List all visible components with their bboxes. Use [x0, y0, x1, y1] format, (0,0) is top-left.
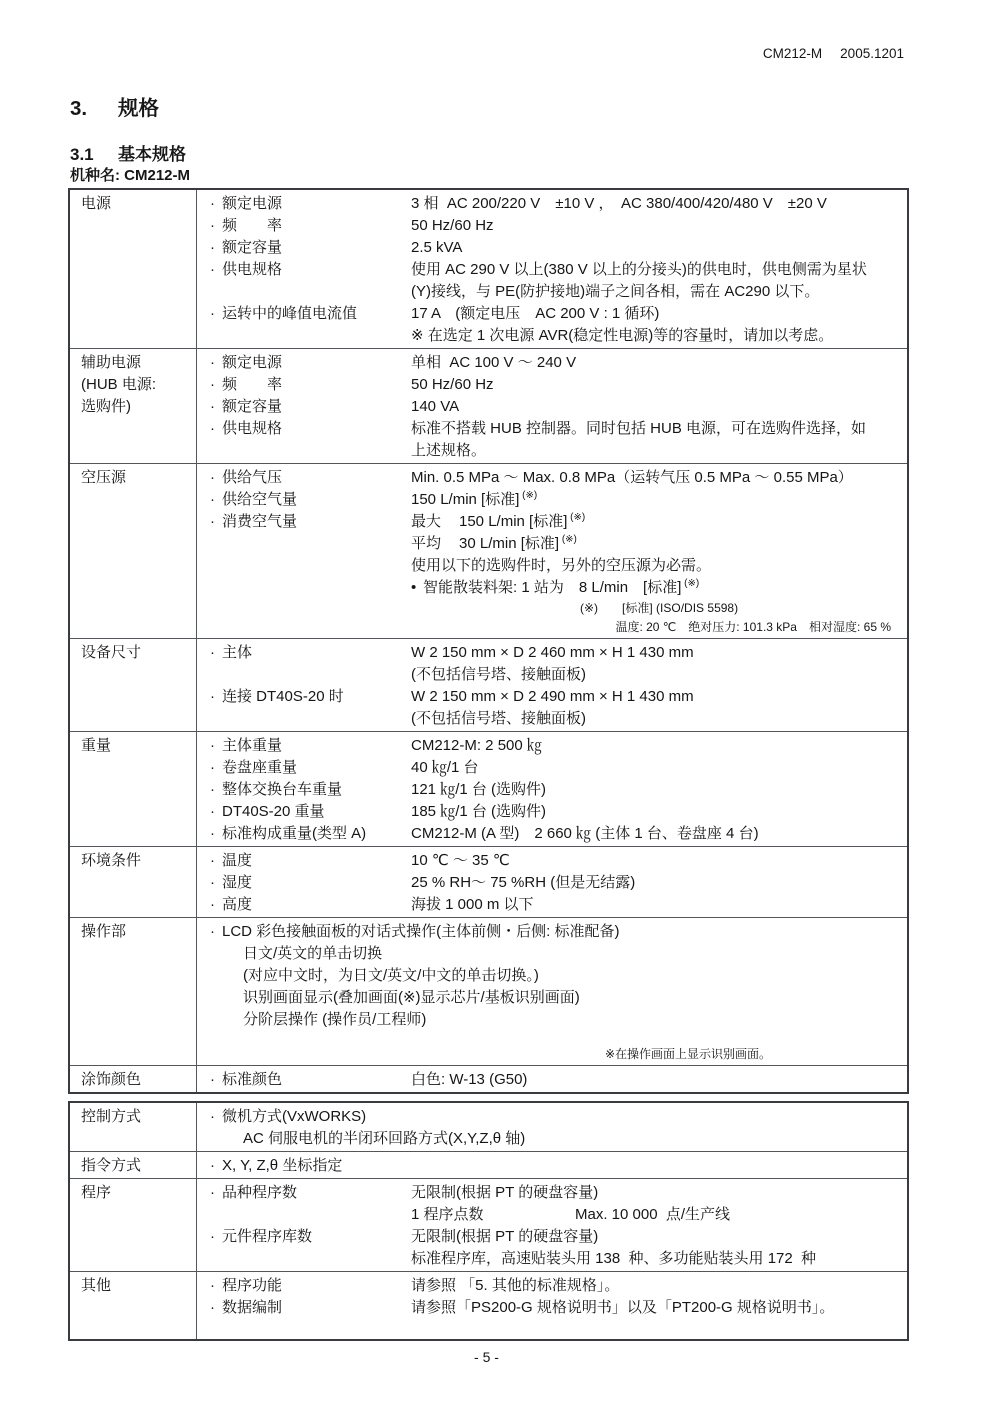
spec-line: [210, 735, 901, 757]
spec-value: 请参照 「5. 其他的标准规格」。: [411, 1277, 620, 1294]
spec-value: (对应中文时，为日文/英文/中文的单击切换。): [243, 967, 539, 984]
spec-row: [70, 1065, 907, 1092]
spec-value: 温度: 20 ℃ 绝对压力: 101.3 kPa 相对湿度: 65 %: [615, 620, 891, 634]
spec-value: 白色: W-13 (G50): [411, 1071, 528, 1088]
bullet-icon: ·: [210, 688, 215, 705]
bullet-icon: ·: [210, 1108, 215, 1125]
spec-row: [70, 1271, 907, 1339]
spec-value: 无限制(根据 PT 的硬盘容量): [411, 1228, 599, 1245]
spec-line: [210, 943, 901, 965]
spec-line: [210, 259, 901, 281]
spec-row: [70, 463, 907, 638]
spec-line: [210, 823, 901, 845]
spec-value: 单相 AC 100 V ～ 240 V: [411, 354, 577, 371]
doc-code: CM212-M: [762, 46, 823, 61]
spec-value: ※ 在选定 1 次电源 AVR(稳定性电源)等的容量时，请加以考虑。: [411, 327, 834, 344]
bullet-icon: ·: [210, 923, 215, 940]
spec-value: 185 ㎏/1 台 (选购件): [411, 803, 547, 820]
spec-attr-label: · DT40S-20 重量: [210, 801, 411, 823]
spec-line: [210, 511, 901, 533]
bullet-icon: ·: [210, 1299, 215, 1316]
spec-row: [70, 638, 907, 731]
spec-value: 10 ℃ ～ 35 ℃: [411, 852, 510, 869]
spec-line: [210, 374, 901, 396]
bullet-icon: ·: [210, 1157, 215, 1174]
spec-row-content: [197, 1151, 907, 1178]
bullet-icon: ·: [210, 305, 215, 322]
spec-line: [210, 440, 901, 462]
bullet-icon: ·: [210, 896, 215, 913]
footnote-marker: (※): [519, 490, 538, 501]
spec-row-content: [197, 846, 907, 917]
spec-row-label: [70, 846, 197, 917]
spec-row: [70, 348, 907, 463]
spec-value: 30 L/min [标准]: [459, 535, 560, 552]
spec-row-label-line: 其他: [81, 1277, 112, 1294]
spec-value: W 2 150 mm × D 2 490 mm × H 1 430 mm: [411, 688, 694, 705]
page-number: - 5 -: [474, 1349, 499, 1365]
spec-value: 150 L/min [标准]: [459, 513, 568, 530]
spec-line: [210, 779, 901, 801]
spec-line: [210, 237, 901, 259]
spec-line: [210, 801, 901, 823]
spec-value-prefix: 最大: [411, 513, 442, 530]
spec-row-label-line: 设备尺寸: [81, 644, 142, 661]
spec-attr-label: · 元件程序库数: [210, 1226, 411, 1248]
spec-attr-label: · 主体重量: [210, 735, 411, 757]
spec-row-label-line: 指令方式: [81, 1157, 142, 1174]
bullet-icon: ·: [210, 420, 215, 437]
spec-attr-label: · 卷盘座重量: [210, 757, 411, 779]
bullet-icon: ·: [210, 376, 215, 393]
spec-line: [210, 1182, 901, 1204]
spec-attr-label: · 额定容量: [210, 396, 411, 418]
bullet-icon: ·: [210, 1277, 215, 1294]
spec-attr-label: · 程序功能: [210, 1275, 411, 1297]
spec-row-content: [197, 1103, 907, 1151]
spec-attr-label: · 标准构成重量(类型 A): [210, 823, 411, 845]
spec-row: [70, 846, 907, 917]
spec-row-label-line: 环境条件: [81, 852, 142, 869]
spec-row-content: [197, 638, 907, 731]
bullet-icon: ·: [210, 239, 215, 256]
spec-line: [210, 396, 901, 418]
footnote-marker: (※): [567, 512, 586, 523]
bullet-icon: ·: [210, 513, 215, 530]
spec-line: [210, 215, 901, 237]
spec-line: [210, 1128, 901, 1150]
section-heading: [70, 91, 159, 121]
spec-attr-label: · 额定电源: [210, 352, 411, 374]
spec-row-label: [70, 348, 197, 463]
spec-attr-label: · 标准颜色: [210, 1069, 411, 1091]
spec-line: [210, 965, 901, 987]
bullet-icon: •: [411, 579, 417, 596]
spec-line: [210, 708, 901, 730]
spec-value: CM212-M: 2 500 ㎏: [411, 737, 542, 754]
bullet-icon: ·: [210, 354, 215, 371]
spec-row: [70, 731, 907, 846]
spec-row: [70, 917, 907, 1065]
spec-line: [210, 1045, 901, 1064]
spec-row-content: [197, 731, 907, 846]
spec-attr-label: · 额定电源: [210, 193, 411, 215]
spec-line: [210, 303, 901, 325]
spec-value: 25 % RH～ 75 %RH (但是无结露): [411, 874, 636, 891]
spec-attr-label: · 消费空气量: [210, 511, 411, 533]
spec-line: [210, 193, 901, 215]
spec-attr-label: · 供电规格: [210, 418, 411, 440]
spec-attr-label: · 连接 DT40S-20 时: [210, 686, 411, 708]
section-number: 3.: [70, 97, 88, 120]
spec-line: [210, 664, 901, 686]
spec-row-label: [70, 731, 197, 846]
section-title: 规格: [118, 97, 159, 120]
spec-line: [210, 599, 901, 618]
spec-value: 上述规格。: [411, 442, 487, 459]
spec-value: (Y)接线，与 PE(防护接地)端子之间各相，需在 AC290 以下。: [411, 283, 820, 300]
bullet-icon: ·: [210, 1184, 215, 1201]
bullet-icon: ·: [210, 491, 215, 508]
spec-line: [210, 533, 901, 555]
bullet-icon: ·: [210, 261, 215, 278]
spec-line: [210, 618, 901, 637]
spec-value: 17 A (额定电压 AC 200 V : 1 循环): [411, 305, 660, 322]
spec-line: [210, 1297, 901, 1319]
bullet-icon: ·: [210, 217, 215, 234]
spec-value: 40 ㎏/1 台: [411, 759, 479, 776]
spec-value-prefix: 平均: [411, 535, 442, 552]
spec-value: (※) [标准] (ISO/DIS 5598): [580, 601, 739, 615]
spec-value: 使用以下的选购件时，另外的空压源为必需。: [411, 557, 712, 574]
spec-attr-label: · 温度: [210, 850, 411, 872]
spec-row: [70, 190, 907, 348]
spec-row-content: [197, 190, 907, 348]
bullet-icon: ·: [210, 469, 215, 486]
spec-value: 标准不搭载 HUB 控制器。同时包括 HUB 电源，可在选购件选择，如: [411, 420, 867, 437]
spec-row-label-line: 电源: [81, 195, 112, 212]
spec-line: [210, 281, 901, 303]
spec-line: [210, 555, 901, 577]
spec-line: [210, 577, 901, 599]
bullet-icon: ·: [210, 803, 215, 820]
spec-line: [210, 1009, 901, 1031]
spec-line: [210, 642, 901, 664]
spec-line: [210, 1275, 901, 1297]
spec-value: 使用 AC 290 V 以上(380 V 以上的分接头)的供电时，供电侧需为星状: [411, 261, 867, 278]
spec-value: 海拔 1 000 m 以下: [411, 896, 534, 913]
spec-value: (不包括信号塔、接触面板): [411, 666, 586, 683]
spec-row-content: [197, 1271, 907, 1339]
spec-value: 智能散装料架: 1 站为 8 L/min [标准]: [423, 579, 682, 596]
spec-row-label: [70, 1271, 197, 1339]
spec-line: [210, 1248, 901, 1270]
spec-row-label: [70, 1103, 197, 1151]
spec-line: [210, 987, 901, 1009]
spec-attr-label: · 供电规格: [210, 259, 411, 281]
spec-row-label-line: 程序: [81, 1184, 112, 1201]
spec-line: [210, 686, 901, 708]
spec-line: [210, 418, 901, 440]
spec-line: [210, 325, 901, 347]
bullet-icon: ·: [210, 825, 215, 842]
spec-value: CM212-M (A 型) 2 660 ㎏ (主体 1 台、卷盘座 4 台): [411, 825, 759, 842]
bullet-icon: ·: [210, 398, 215, 415]
spec-row-label: [70, 1178, 197, 1271]
spec-row-label: [70, 190, 197, 348]
spec-row-label: [70, 1065, 197, 1092]
spec-line: [210, 1226, 901, 1248]
footnote-marker: (※): [681, 578, 700, 589]
spec-value: 无限制(根据 PT 的硬盘容量): [411, 1184, 599, 1201]
spec-attr-label: · 运转中的峰值电流值: [210, 303, 411, 325]
spec-attr-label: · 频 率: [210, 215, 411, 237]
spec-row-content: [197, 463, 907, 638]
spec-row-content: [197, 348, 907, 463]
spec-line: [210, 489, 901, 511]
model-name-line: 机种名: CM212-M: [70, 167, 191, 184]
subsection-number: 3.1: [70, 145, 94, 164]
spec-value: Min. 0.5 MPa ～ Max. 0.8 MPa（运转气压 0.5 MPa ～ 0.55 MPa）: [411, 469, 853, 486]
spec-value: X, Y, Z,θ 坐标指定: [222, 1157, 343, 1174]
spec-row-label-line: 涂饰颜色: [81, 1071, 142, 1088]
spec-value: 150 L/min [标准]: [411, 491, 520, 508]
spec-row-label: [70, 1151, 197, 1178]
bullet-icon: ·: [210, 1071, 215, 1088]
spec-line: [210, 921, 901, 943]
spec-row-label-line: 空压源: [81, 469, 127, 486]
spec-value: ※在操作画面上显示识别画面。: [604, 1047, 771, 1061]
spec-line: [210, 1106, 901, 1128]
spec-row-label: [70, 917, 197, 1065]
spec-value-prefix: 1 程序点数: [411, 1206, 484, 1223]
spec-value: (不包括信号塔、接触面板): [411, 710, 586, 727]
spec-value: 识别画面显示(叠加画面(※)显示芯片/基板识别画面): [243, 989, 580, 1006]
spec-value: Max. 10 000 点/生产线: [575, 1206, 731, 1223]
spec-value: 请参照「PS200-G 规格说明书」以及「PT200-G 规格说明书」。: [411, 1299, 835, 1316]
spec-value: AC 伺服电机的半闭环回路方式(X,Y,Z,θ 轴): [243, 1130, 526, 1147]
bullet-icon: ·: [210, 759, 215, 776]
spec-row-label: [70, 463, 197, 638]
bullet-icon: ·: [210, 852, 215, 869]
spec-row-label-line: 控制方式: [81, 1108, 142, 1125]
spec-row-label-line: 辅助电源: [81, 354, 142, 371]
spec-attr-label: · 供给气压: [210, 467, 411, 489]
spec-row-content: [197, 1178, 907, 1271]
spec-attr-label: · 整体交换台车重量: [210, 779, 411, 801]
spec-value: 2.5 kVA: [411, 239, 463, 256]
spec-attr-label: · 品种程序数: [210, 1182, 411, 1204]
spec-row-content: [197, 917, 907, 1065]
spec-line: [210, 467, 901, 489]
bullet-icon: ·: [210, 781, 215, 798]
subsection-title: 基本规格: [118, 145, 186, 164]
spec-attr-label: · 数据编制: [210, 1297, 411, 1319]
spec-line: [210, 757, 901, 779]
spec-value: 3 相 AC 200/220 V ±10 V ， AC 380/400/420/480 V ±20 V: [411, 195, 827, 212]
bullet-icon: ·: [210, 644, 215, 661]
spec-value: LCD 彩色接触面板的对话式操作(主体前侧・后侧: 标准配备): [222, 923, 620, 940]
spec-row-label-line: 重量: [81, 737, 112, 754]
subsection-heading: [70, 140, 186, 165]
spec-line: [210, 352, 901, 374]
spec-value: 标准程序库，高速贴装头用 138 种、多功能贴装头用 172 种: [411, 1250, 817, 1267]
spec-value: 140 VA: [411, 398, 460, 415]
bullet-icon: ·: [210, 874, 215, 891]
spec-value: 微机方式(VxWORKS): [222, 1108, 367, 1125]
spec-attr-label: · 高度: [210, 894, 411, 916]
bullet-icon: ·: [210, 737, 215, 754]
spec-attr-label: · 湿度: [210, 872, 411, 894]
spec-value: 分阶层操作 (操作员/工程师): [243, 1011, 427, 1028]
spec-line: [210, 1069, 901, 1091]
spec-line: [210, 1204, 901, 1226]
spec-value: 50 Hz/60 Hz: [411, 376, 494, 393]
spec-row: [70, 1178, 907, 1271]
page-header: [763, 46, 904, 61]
control-specs-table: [68, 1101, 909, 1341]
spec-row-label-line: 选购件): [81, 398, 131, 415]
spec-line: [210, 894, 901, 916]
spec-attr-label: · 供给空气量: [210, 489, 411, 511]
spec-line: [210, 850, 901, 872]
spec-row-content: [197, 1065, 907, 1092]
bullet-icon: ·: [210, 1228, 215, 1245]
spec-attr-label: · 主体: [210, 642, 411, 664]
spec-attr-label: · 频 率: [210, 374, 411, 396]
spec-row-label-line: 操作部: [81, 923, 127, 940]
spec-row: [70, 1103, 907, 1151]
spec-line: [210, 1155, 901, 1177]
basic-specs-table: [68, 188, 909, 1094]
footnote-marker: (※): [559, 534, 577, 545]
spec-row-label: [70, 638, 197, 731]
spec-attr-label: · 额定容量: [210, 237, 411, 259]
spec-row-label-line: (HUB 电源:: [81, 376, 157, 393]
spec-line: [210, 872, 901, 894]
spec-value: 121 ㎏/1 台 (选购件): [411, 781, 547, 798]
bullet-icon: ·: [210, 195, 215, 212]
spec-value: 日文/英文的单击切换: [243, 945, 383, 962]
doc-date: 2005.1201: [840, 46, 904, 61]
spec-value: 50 Hz/60 Hz: [411, 217, 494, 234]
spec-row: [70, 1151, 907, 1178]
spec-value: W 2 150 mm × D 2 460 mm × H 1 430 mm: [411, 644, 694, 661]
